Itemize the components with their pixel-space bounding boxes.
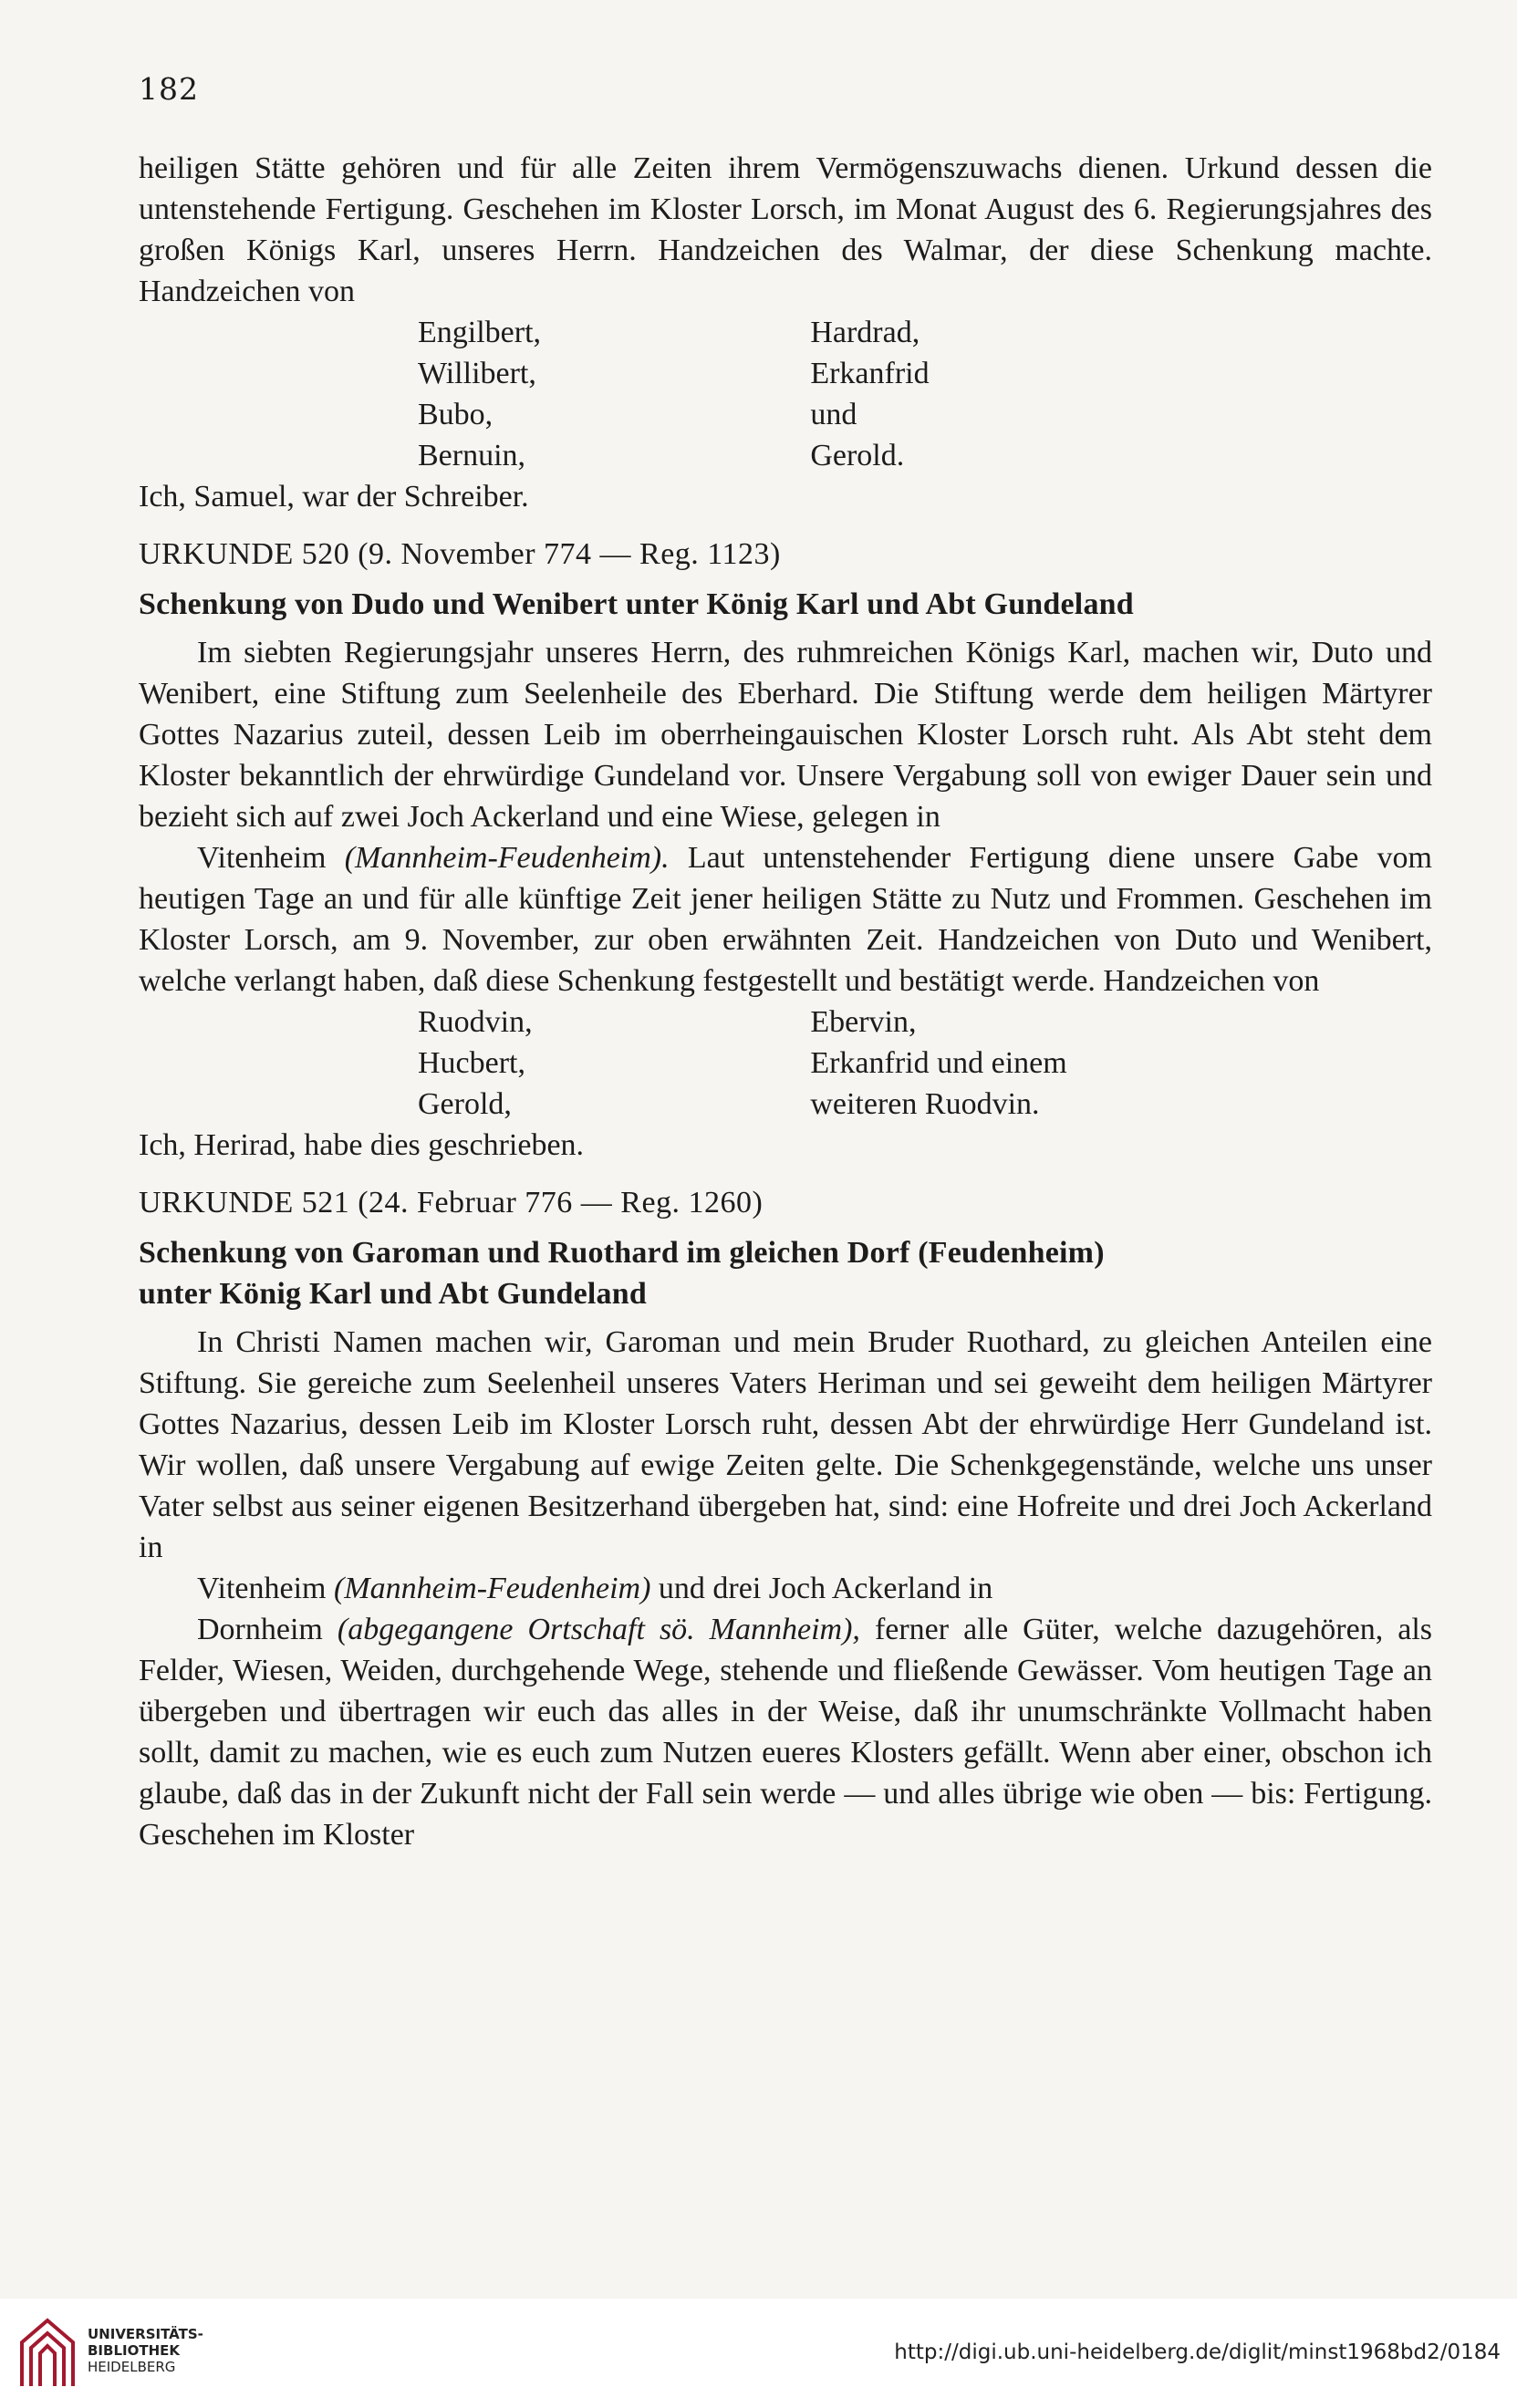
witness-name: Erkanfrid und einem (810, 1046, 1067, 1080)
paragraph (139, 1568, 1432, 1609)
scribe-line: Ich, Samuel, war der Schreiber. (139, 480, 529, 514)
charter-heading-521: URKUNDE 521 (24. Februar 776 — Reg. 1260) (139, 1186, 764, 1220)
digitization-footer (0, 2299, 1517, 2408)
charter-subheading-521-line1: Schenkung von Garoman und Ruothard im gleichen Dorf (Feudenheim) (139, 1236, 1105, 1270)
paragraph-text: ferner alle Güter, welche dazugehören, als Felder, Wiesen, Weiden, durchgehende Wege, stehende und fließende Gewässer. Vom heutigen Tage an übergeben und übertragen wir euch das alles in der Weise, daß ihr unumschränkte Vollmacht haben sollt, damit zu machen, wie es euch zum Nutzen eueres Klosters gefällt. Wenn aber einer, obschon ich glaube, daß das in der Zukunft nicht der Fall sein werde — und alles übrige wie oben — bis: Fertigung. Geschehen im Kloster (139, 1613, 1432, 1852)
place-name: Dornheim (197, 1613, 323, 1646)
paragraph-text: und drei Joch Ackerland in (658, 1572, 993, 1605)
witness-name: Ruodvin, (418, 1005, 533, 1039)
place-note: (abgegangene Ortschaft sö. Mannheim), (337, 1613, 860, 1646)
paragraph-text: Laut untenstehender Fertigung diene unsere Gabe vom heutigen Tage an und für alle künftige Zeit jener heiligen Stätte zu Nutz und Frommen. Geschehen im Kloster Lorsch, am 9. November, zur oben erwähnten Zeit. Handzeichen von Duto und Wenibert, welche verlangt haben, daß diese Schenkung festgestellt und bestätigt werde. Handzeichen von (139, 841, 1433, 998)
library-name (88, 2326, 203, 2375)
witness-column-right (810, 1002, 1177, 1125)
witness-list-2 (139, 1002, 1432, 1125)
charter-subheading-521-line2: unter König Karl und Abt Gundeland (139, 1277, 647, 1311)
paragraph: In Christi Namen machen wir, Garoman und mein Bruder Ruothard, zu gleichen Anteilen eine Stiftung. Sie gereiche zum Seelenheil unseres Vaters Heriman und sei geweiht dem heiligen Märtyrer Gottes Nazarius, dessen Leib im Kloster Lorsch ruht, dessen Abt der ehrwürdige Herr Gundeland ist. Wir wollen, daß unsere Vergabung auf ewige Zeiten gelte. Die Schenkgegenstände, welche uns unser Vater selbst aus seiner eigenen Besitzerhand übergeben hat, sind: eine Hofreite und drei Joch Ackerland in (139, 1325, 1432, 1564)
library-name-line: HEIDELBERG (88, 2359, 176, 2375)
paragraph (139, 837, 1432, 1002)
witness-name: Hucbert, (418, 1046, 526, 1080)
source-url-link[interactable]: http://digi.ub.uni-heidelberg.de/diglit/minst1968bd2/0184 (894, 2341, 1501, 2364)
charter-subheading-520: Schenkung von Dudo und Wenibert unter König Karl und Abt Gundeland (139, 587, 1134, 621)
witness-name: und (810, 398, 857, 431)
paragraph (139, 1609, 1432, 1855)
witness-name: weiteren Ruodvin. (810, 1087, 1040, 1121)
witness-name: Engilbert, (418, 316, 542, 349)
library-name-line: UNIVERSITÄTS- (88, 2326, 203, 2342)
place-name: Vitenheim (197, 841, 327, 875)
paragraph: Im siebten Regierungsjahr unseres Herrn, des ruhmreichen Königs Karl, machen wir, Duto und Wenibert, eine Stiftung zum Seelenheile des Eberhard. Die Stiftung werde dem heiligen Märtyrer Gottes Nazarius zuteil, dessen Leib im oberrheingauischen Kloster Lorsch ruht. Als Abt steht dem Kloster bekanntlich der ehrwürdige Gundeland vor. Unsere Vergabung soll von ewiger Dauer sein und bezieht sich auf zwei Joch Ackerland und eine Wiese, gelegen in (139, 636, 1432, 834)
place-name: Vitenheim (197, 1572, 327, 1605)
witness-name: Bernuin, (418, 439, 526, 472)
charter-heading-520: URKUNDE 520 (9. November 774 — Reg. 1123) (139, 537, 781, 571)
university-library-logo-icon (16, 2315, 80, 2392)
body-text (139, 148, 1432, 1855)
witness-column-left (418, 1002, 810, 1125)
witness-name: Gerold, (418, 1087, 512, 1121)
witness-name: Erkanfrid (810, 357, 930, 390)
witness-column-left (418, 312, 810, 476)
witness-list-1 (139, 312, 1432, 476)
page-number: 182 (139, 71, 199, 107)
witness-column-right (810, 312, 1177, 476)
paragraph-continuation: heiligen Stätte gehören und für alle Zeiten ihrem Vermögenszuwachs dienen. Urkund dessen die untenstehende Fertigung. Geschehen im Kloster Lorsch, im Monat August des 6. Regierungsjahres des großen Königs Karl, unseres Herrn. Handzeichen des Walmar, der diese Schenkung machte. Handzeichen von (139, 151, 1432, 308)
scribe-line: Ich, Herirad, habe dies geschrieben. (139, 1128, 585, 1162)
place-note: (Mannheim-Feudenheim) (333, 1572, 651, 1605)
library-name-line: BIBLIOTHEK (88, 2342, 180, 2359)
witness-name: Gerold. (810, 439, 905, 472)
witness-name: Willibert, (418, 357, 536, 390)
place-note: (Mannheim-Feudenheim). (344, 841, 670, 875)
witness-name: Hardrad, (810, 316, 920, 349)
witness-name: Bubo, (418, 398, 494, 431)
witness-name: Ebervin, (810, 1005, 917, 1039)
